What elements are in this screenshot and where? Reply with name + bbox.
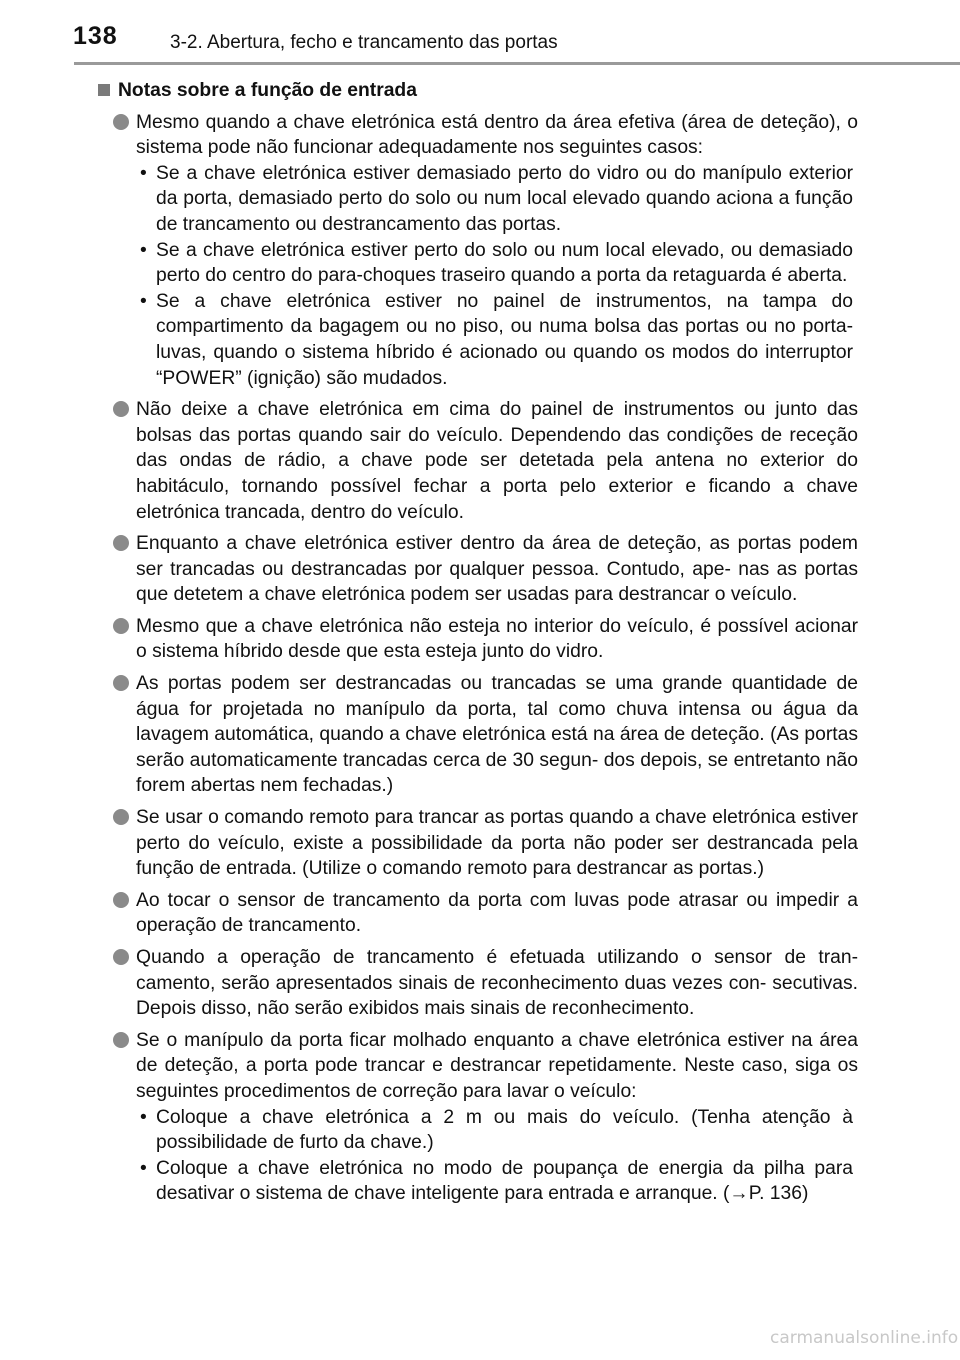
sub-item-text: Coloque a chave eletrónica no modo de poupança de energia da pilha para desativar o sistema de chave inteligente para entrada e arranque. (→P. 136) <box>156 1157 853 1205</box>
note-text: Enquanto a chave eletrónica estiver dentro da área de deteção, as portas podem ser trancadas ou destrancadas por qualquer pessoa. Contudo, ape- nas as portas que detetem a chave eletrónica podem ser usadas para destrancar o veículo. <box>136 533 858 606</box>
round-bullet-icon <box>113 892 129 908</box>
round-bullet-icon <box>113 809 129 825</box>
dot-bullet-icon: • <box>140 290 147 312</box>
sub-item-text: Se a chave eletrónica estiver no painel de instrumentos, na tampa do compartimento da bagagem ou no piso, ou numa bolsa das portas ou no porta-luvas, quando o sistema híbrido é acionado ou quando os modos do interruptor “POWER” (ignição) são mudados. <box>156 290 853 389</box>
note-item <box>98 531 858 608</box>
round-bullet-icon <box>113 618 129 634</box>
section-content <box>98 78 858 1207</box>
note-text: As portas podem ser destrancadas ou trancadas se uma grande quantidade de água for projetada no manípulo da porta, tal como chuva intensa ou água da lavagem automática, quando a chave eletrónica está na área de deteção. (As portas serão automaticamente trancadas cerca de 30 segun- dos depois, se entretanto não forem abertas nem fechadas.) <box>136 673 858 797</box>
note-text: Mesmo quando a chave eletrónica está dentro da área efetiva (área de deteção), o sistema pode não funcionar adequadamente nos seguintes casos: <box>136 111 858 159</box>
note-item <box>98 888 858 939</box>
sub-list <box>136 161 858 391</box>
dot-bullet-icon: • <box>140 162 147 184</box>
watermark: carmanualsonline.info <box>770 1328 959 1348</box>
note-item <box>98 1028 858 1207</box>
section-heading <box>98 78 858 104</box>
round-bullet-icon <box>113 401 129 417</box>
note-text: Ao tocar o sensor de trancamento da porta com luvas pode atrasar ou impedir a operação de trancamento. <box>136 889 858 937</box>
header-divider <box>74 62 960 65</box>
round-bullet-icon <box>113 949 129 965</box>
note-item <box>98 945 858 1022</box>
chapter-title: 3-2. Abertura, fecho e trancamento das portas <box>170 32 558 53</box>
note-item <box>98 805 858 882</box>
sub-item <box>136 161 858 238</box>
dot-bullet-icon: • <box>140 239 147 261</box>
dot-bullet-icon: • <box>140 1106 147 1128</box>
sub-item <box>136 289 858 391</box>
section-title: Notas sobre a função de entrada <box>118 80 417 101</box>
square-bullet-icon <box>98 84 110 96</box>
sub-item-text: Se a chave eletrónica estiver perto do solo ou num local elevado, ou demasiado perto do centro do para-choques traseiro quando a porta da retaguarda é aberta. <box>156 239 853 287</box>
sub-list <box>136 1105 858 1207</box>
dot-bullet-icon: • <box>140 1157 147 1179</box>
sub-item <box>136 1156 858 1207</box>
note-item <box>98 397 858 525</box>
note-item <box>98 614 858 665</box>
page-header <box>0 0 960 66</box>
sub-item <box>136 238 858 289</box>
note-item <box>98 671 858 799</box>
note-text: Se usar o comando remoto para trancar as portas quando a chave eletrónica estiver perto do veículo, existe a possibilidade da porta não poder ser destrancada pela função de entrada. (Utilize o comando remoto para destrancar as portas.) <box>136 807 858 880</box>
round-bullet-icon <box>113 535 129 551</box>
sub-item <box>136 1105 858 1156</box>
note-text: Se o manípulo da porta ficar molhado enquanto a chave eletrónica estiver na área de deteção, a porta pode trancar e destrancar repetidamente. Neste caso, siga os seguintes procedimentos de correção para lavar o veículo: <box>136 1029 858 1102</box>
round-bullet-icon <box>113 114 129 130</box>
page-number: 138 <box>73 22 118 50</box>
note-item <box>98 110 858 392</box>
note-text: Mesmo que a chave eletrónica não esteja no interior do veículo, é possível acionar o sistema híbrido desde que esta esteja junto do vidro. <box>136 615 858 663</box>
note-text: Quando a operação de trancamento é efetuada utilizando o sensor de tran- camento, serão apresentados sinais de reconhecimento duas vezes con- secutivas. Depois disso, não serão exibidos mais sinais de reconhecimento. <box>136 947 858 1020</box>
sub-item-text: Coloque a chave eletrónica a 2 m ou mais do veículo. (Tenha atenção à possibilidade de furto da chave.) <box>156 1106 853 1154</box>
sub-item-text: Se a chave eletrónica estiver demasiado perto do vidro ou do manípulo exterior da porta, demasiado perto do solo ou num local elevado quando aciona a função de trancamento ou destrancamento das portas. <box>156 162 853 235</box>
round-bullet-icon <box>113 1032 129 1048</box>
round-bullet-icon <box>113 675 129 691</box>
note-text: Não deixe a chave eletrónica em cima do painel de instrumentos ou junto das bolsas das portas quando sair do veículo. Dependendo das condições de receção das ondas de rádio, a chave pode ser detetada pela antena no exterior do habitáculo, tornando possível fechar a porta pelo exterior e ficando a chave eletrónica trancada, dentro do veículo. <box>136 399 858 523</box>
